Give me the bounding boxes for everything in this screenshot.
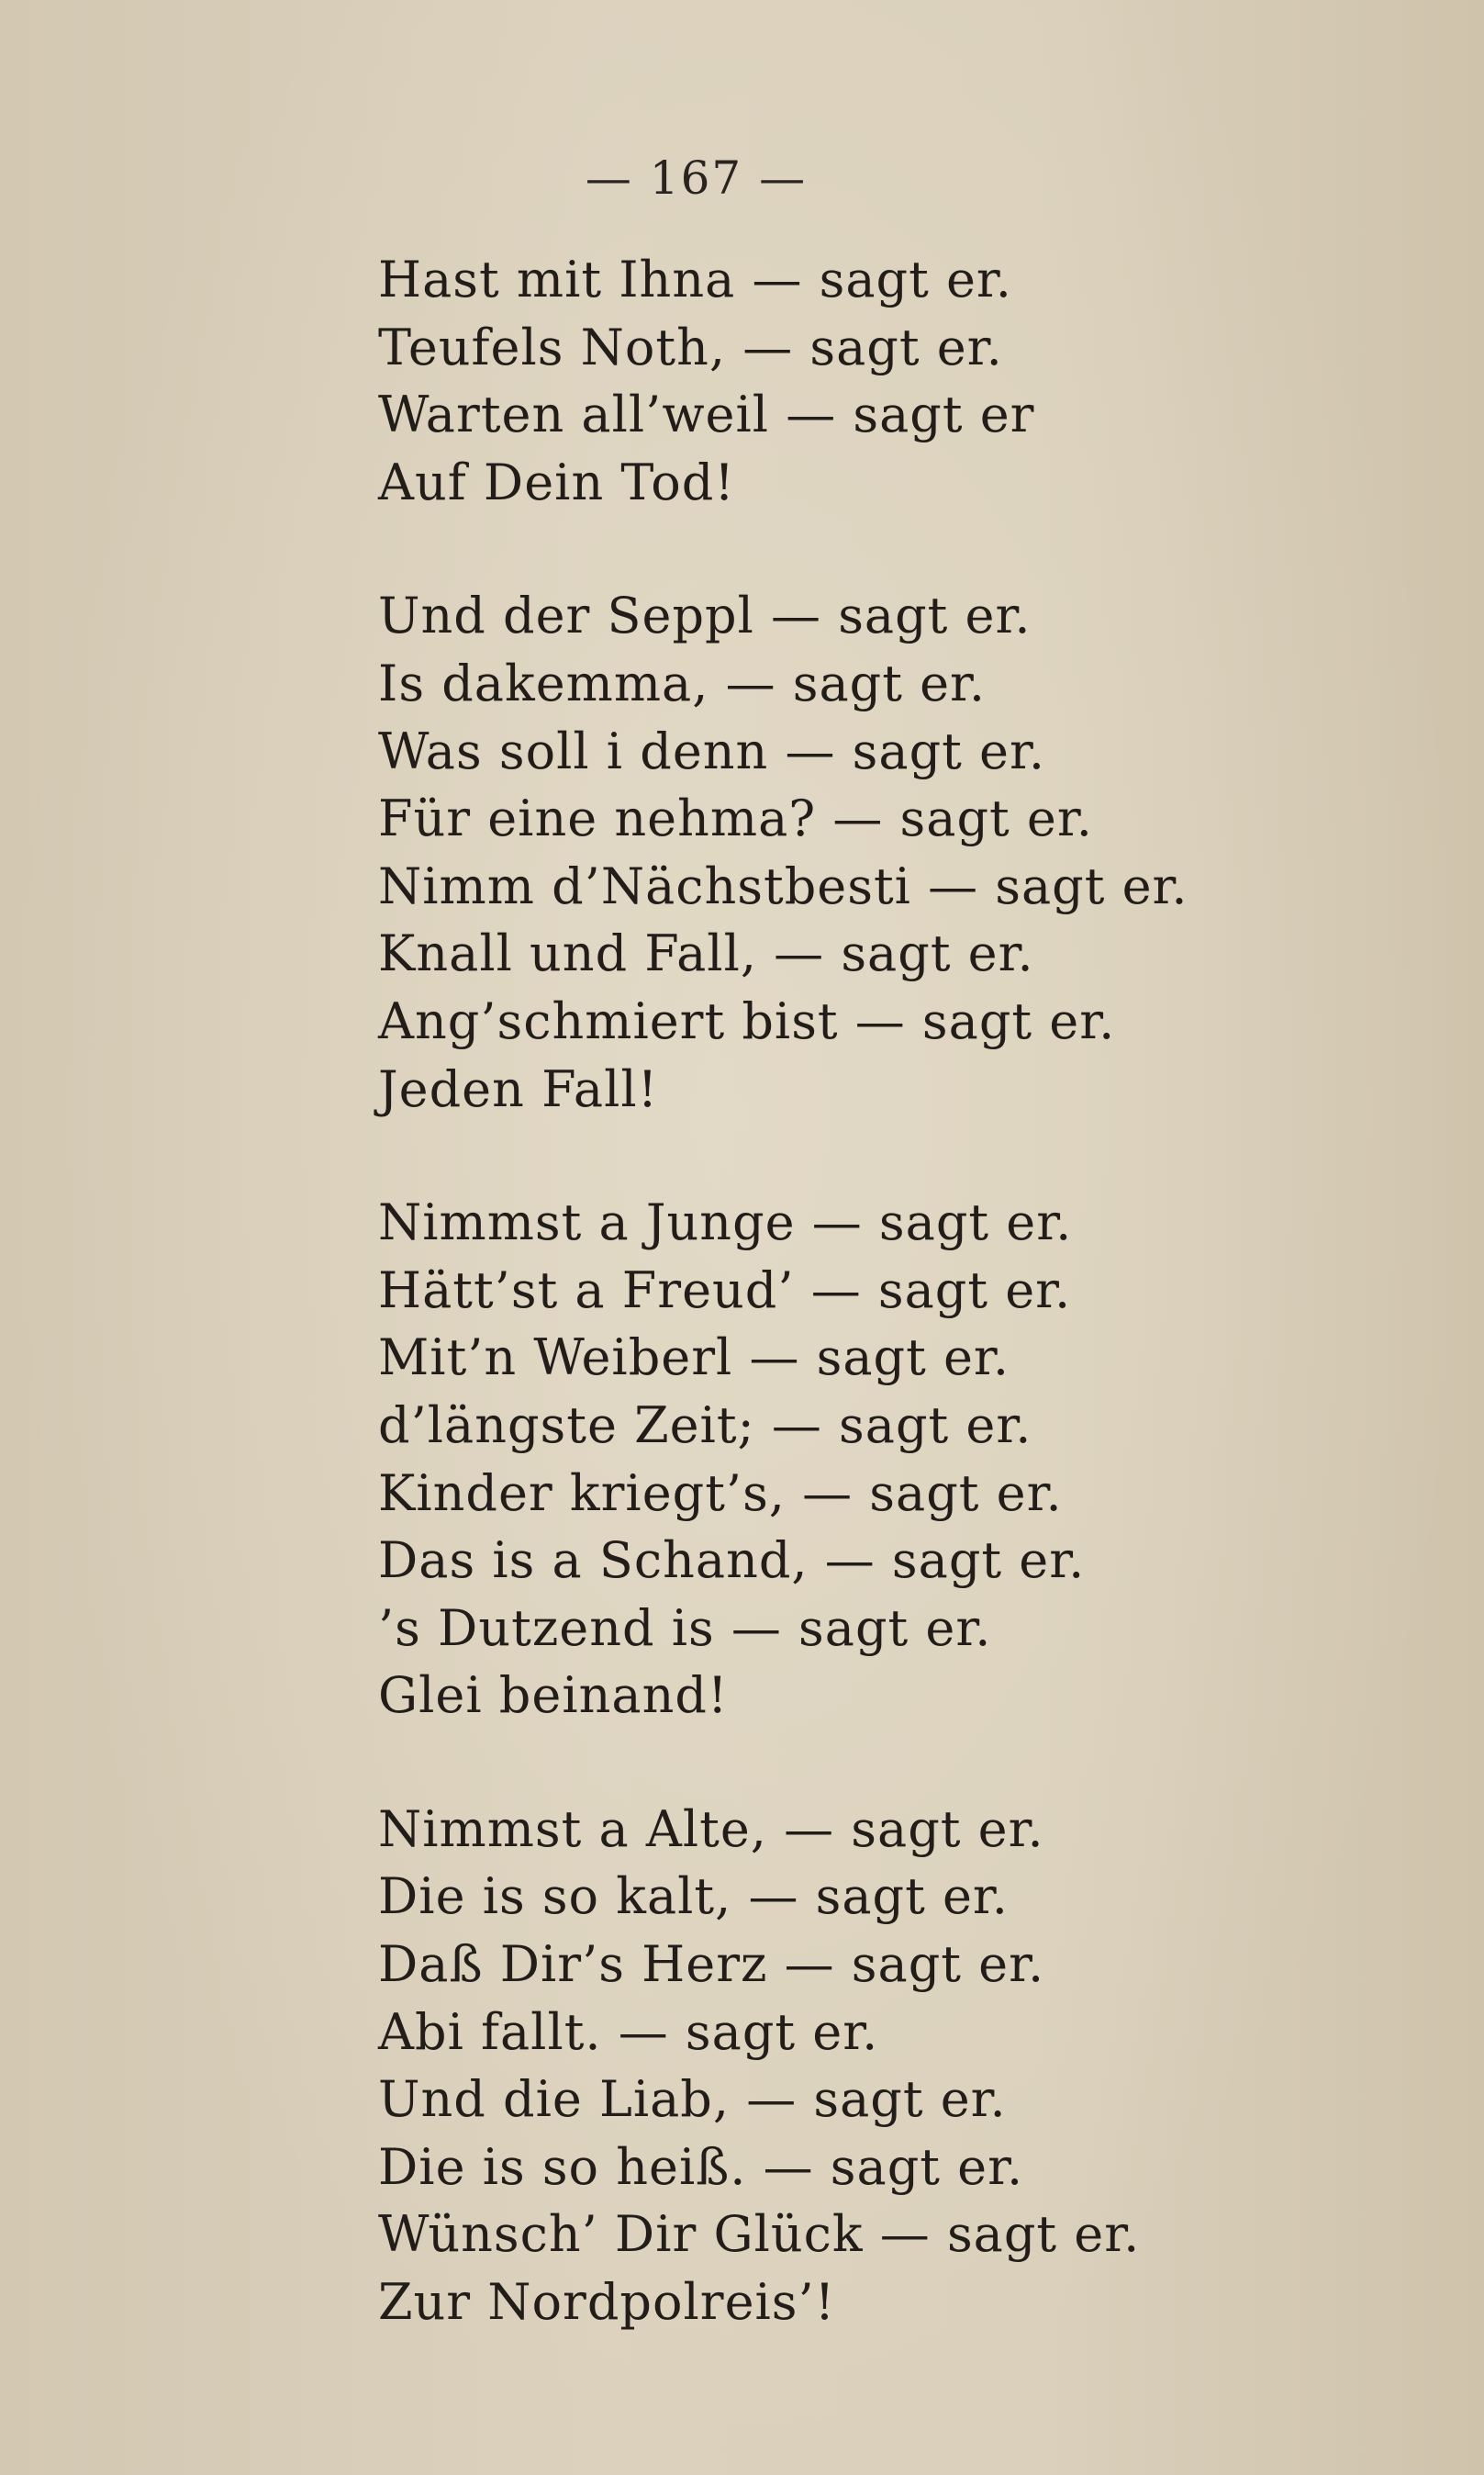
stanza-1 xyxy=(378,246,1388,516)
poem-line: Und der Seppl — sagt er. xyxy=(378,587,1032,645)
page-number: — 167 — xyxy=(585,151,808,205)
poem-line: Glei beinand! xyxy=(378,1666,729,1725)
poem-line: Wünsch’ Dir Glück — sagt er. xyxy=(378,2205,1141,2264)
poem-line: Nimm d’Nächstbesti — sagt er. xyxy=(378,857,1188,915)
poem xyxy=(378,246,1388,2402)
poem-line: d’längste Zeit; — sagt er. xyxy=(378,1395,1032,1454)
stanza-3 xyxy=(378,1189,1388,1730)
poem-line: Jeden Fall! xyxy=(378,1059,659,1118)
poem-line: Die is so kalt, — sagt er. xyxy=(378,1867,1009,1926)
poem-line: Teufels Noth, — sagt er. xyxy=(378,318,1003,376)
poem-line: Nimmst a Alte, — sagt er. xyxy=(378,1799,1044,1858)
poem-line: Hätt’st a Freud’ — sagt er. xyxy=(378,1260,1072,1319)
poem-line: Knall und Fall, — sagt er. xyxy=(378,924,1034,983)
poem-line: Daß Dir’s Herz — sagt er. xyxy=(378,1935,1045,1994)
stanza-2 xyxy=(378,582,1388,1123)
poem-line: Kinder kriegt’s, — sagt er. xyxy=(378,1463,1063,1522)
poem-line: Die is so heiß. — sagt er. xyxy=(378,2137,1024,2196)
poem-line: Was soll i denn — sagt er. xyxy=(378,722,1045,780)
stanza-4 xyxy=(378,1796,1388,2336)
poem-line: Nimmst a Junge — sagt er. xyxy=(378,1193,1073,1252)
poem-line: Hast mit Ihna — sagt er. xyxy=(378,251,1012,308)
poem-line: Und die Liab, — sagt er. xyxy=(378,2070,1007,2129)
poem-line: Is dakemma, — sagt er. xyxy=(378,654,987,712)
poem-line: Für eine nehma? — sagt er. xyxy=(378,790,1093,848)
poem-line: ’s Dutzend is — sagt er. xyxy=(378,1598,992,1657)
poem-line: Das is a Schand, — sagt er. xyxy=(378,1531,1086,1590)
poem-line: Auf Dein Tod! xyxy=(378,453,735,511)
poem-line: Mit’n Weiberl — sagt er. xyxy=(378,1328,1010,1387)
poem-line: Zur Nordpolreis’! xyxy=(378,2273,836,2332)
poem-line: Ang’schmiert bist — sagt er. xyxy=(378,991,1116,1050)
poem-line: Warten all’weil — sagt er xyxy=(378,386,1035,444)
poem-line: Abi fallt. — sagt er. xyxy=(378,2002,879,2061)
